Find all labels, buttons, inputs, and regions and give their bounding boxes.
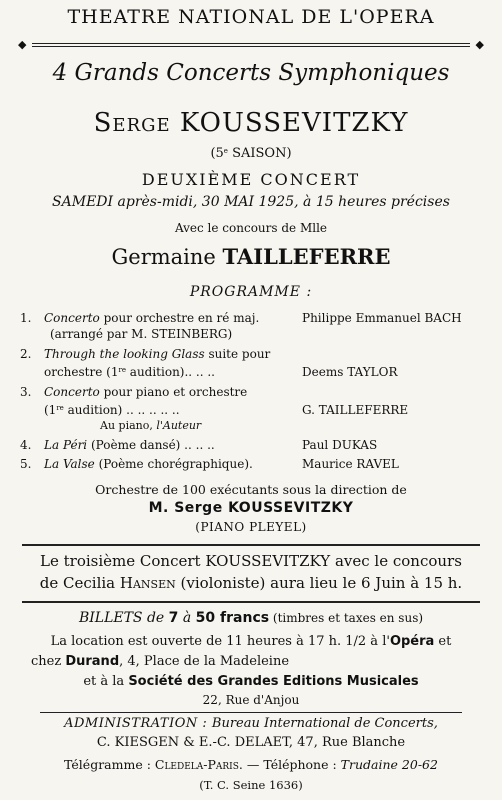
- phone-number: Trudaine 20-62: [340, 757, 438, 772]
- item-composer: [302, 310, 462, 326]
- booking-and: et: [434, 634, 452, 649]
- item-desc: suite pour: [204, 347, 271, 361]
- item-work: Concerto: [44, 385, 100, 399]
- item-work: Concerto: [44, 311, 100, 325]
- theatre-title: THEATRE NATIONAL DE L'OPERA: [67, 6, 435, 28]
- booking-venue: Opéra: [389, 634, 435, 649]
- next-concert-line2: [0, 574, 502, 592]
- composer-last: BACH: [424, 311, 462, 325]
- ornamental-rule-top: ◆ ◆: [18, 38, 484, 51]
- phone-label: — Téléphone :: [242, 757, 341, 772]
- admin-bureau: Bureau International de Concerts,: [211, 716, 438, 731]
- item-composer: [302, 402, 408, 418]
- next-concert-a: de Cecilia: [39, 574, 120, 592]
- booking-store: Durand: [65, 654, 120, 669]
- with-label: Avec le concours de Mlle: [174, 221, 328, 235]
- price-to: 50 francs: [195, 610, 270, 626]
- item-title: [44, 437, 215, 453]
- programme-title: PROGRAMME :: [189, 284, 313, 300]
- item-composer: [302, 364, 397, 380]
- series-title: 4 Grands Concerts Symphoniques: [52, 60, 450, 86]
- telegram-address: Cledela-Paris.: [154, 757, 243, 772]
- item-subline: [44, 402, 180, 418]
- next-concert-line1: Le troisième Concert KOUSSEVITZKY avec le concours: [40, 552, 462, 570]
- item-number: 1.: [20, 311, 32, 325]
- telegram-label: Télégramme :: [64, 757, 155, 772]
- item-number: 3.: [20, 385, 32, 399]
- composer-last: TAILLEFERRE: [318, 403, 409, 417]
- piano-maker: (PIANO PLEYEL): [195, 520, 307, 534]
- item-composer: [302, 456, 399, 472]
- billets-label: BILLETS: [78, 610, 143, 626]
- subline-b: audition) .. .. .. .. ..: [63, 403, 180, 417]
- booking-address: , 4, Place de la Madeleine: [119, 654, 290, 669]
- item-desc: pour piano et orchestre: [99, 385, 248, 399]
- season-sup: e: [223, 147, 228, 155]
- divider: [22, 544, 480, 546]
- item-work: La Péri: [44, 438, 88, 452]
- next-concert-c: (violoniste) aura lieu le 6 Juin à 15 h.: [175, 574, 463, 592]
- item-subline: (arrangé par M. STEINBERG): [50, 327, 233, 341]
- conductor-name: [0, 108, 502, 138]
- subline-a: (1: [44, 403, 57, 417]
- item-desc: (Poème dansé) .. .. ..: [87, 438, 215, 452]
- composer-last: DUKAS: [332, 438, 378, 452]
- item-title: [44, 310, 259, 326]
- conductor-first-name: Serge: [93, 108, 171, 138]
- item-desc: pour orchestre en ré maj.: [99, 311, 260, 325]
- taxes-note: (timbres et taxes en sus): [269, 611, 424, 625]
- performer-label: Au piano,: [100, 419, 157, 432]
- orchestra-line: Orchestre de 100 exécutants sous la direction de: [95, 482, 407, 497]
- composer-last: RAVEL: [356, 457, 399, 471]
- booking-line3: [0, 674, 502, 689]
- subline-sup: re: [118, 366, 126, 374]
- tc-code: (T. C. Seine 1636): [199, 778, 303, 792]
- booking-et: et à la: [83, 674, 129, 689]
- de-label: de: [142, 610, 169, 626]
- item-title: [44, 346, 270, 362]
- composer-first: Deems: [302, 365, 348, 379]
- soloist-name: [0, 244, 502, 269]
- season-number: (5: [210, 146, 224, 161]
- item-desc: (Poème chorégraphique).: [94, 457, 253, 471]
- subline-a: orchestre (1: [44, 365, 119, 379]
- violinist-name: Hansen: [119, 574, 176, 592]
- subline-b: audition).. .. ..: [125, 365, 215, 379]
- administration-line: [0, 716, 502, 731]
- booking-publisher: Société des Grandes Editions Musicales: [128, 674, 419, 689]
- composer-first: G.: [302, 403, 319, 417]
- admin-names: C. KIESGEN & E.-C. DELAET, 47, Rue Blanche: [96, 735, 406, 750]
- composer-first: Philippe Emmanuel: [302, 311, 425, 325]
- item-performer-note: [100, 418, 201, 434]
- item-title: [44, 456, 253, 472]
- concert-date: SAMEDI après-midi, 30 MAI 1925, à 15 heures précises: [52, 194, 450, 210]
- conductor-last-name: KOUSSEVITZKY: [179, 108, 409, 138]
- season-rest: SAISON): [227, 146, 292, 161]
- admin-label: ADMINISTRATION :: [64, 716, 212, 731]
- subline-sup: re: [56, 404, 64, 412]
- season-label: [0, 146, 502, 161]
- performer-name: l'Auteur: [156, 419, 202, 432]
- item-work: La Valse: [44, 457, 95, 471]
- soloist-first-name: Germaine: [111, 245, 216, 269]
- ticket-prices: [0, 610, 502, 626]
- contact-line: [0, 757, 502, 772]
- booking-chez: chez: [31, 654, 66, 669]
- publisher-address: 22, Rue d'Anjou: [202, 693, 300, 707]
- concert-number: DEUXIÈME CONCERT: [141, 170, 361, 189]
- composer-last: TAYLOR: [347, 365, 398, 379]
- item-number: 4.: [20, 438, 32, 452]
- orchestra-conductor: M. Serge KOUSSEVITZKY: [148, 500, 354, 516]
- price-from: 7: [168, 610, 179, 626]
- item-composer: [302, 437, 377, 453]
- item-work: Through the looking Glass: [44, 347, 205, 361]
- booking-hours: La location est ouverte de 11 heures à 17 h. 1/2 à l': [50, 634, 390, 649]
- composer-first: Maurice: [302, 457, 357, 471]
- item-subline: [44, 364, 215, 380]
- divider: [22, 601, 480, 603]
- soloist-last-name: TAILLEFERRE: [222, 244, 391, 269]
- divider: [40, 712, 462, 713]
- booking-line1: [0, 634, 502, 649]
- item-title: [44, 384, 247, 400]
- item-number: 5.: [20, 457, 32, 471]
- composer-first: Paul: [302, 438, 333, 452]
- item-number: 2.: [20, 347, 32, 361]
- a-label: à: [178, 610, 196, 626]
